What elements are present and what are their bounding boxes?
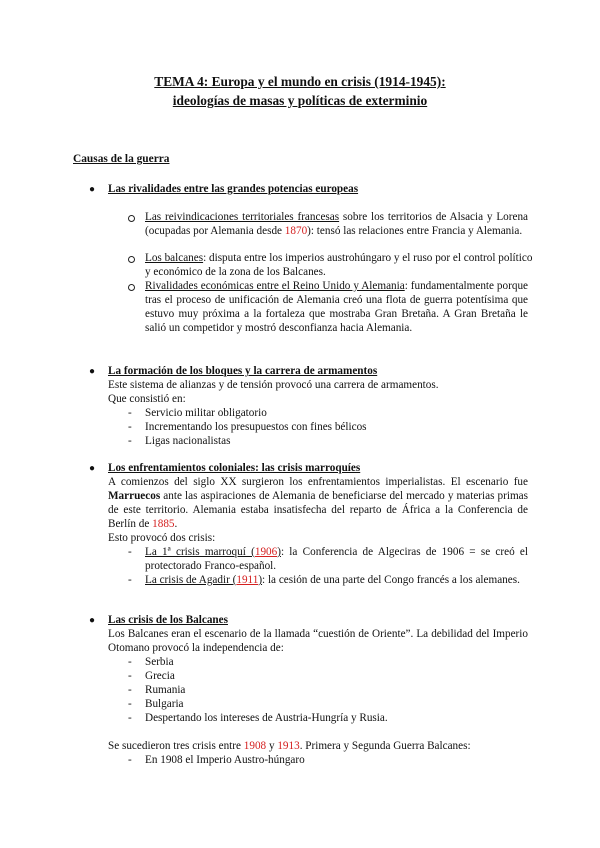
- list-item: Servicio militar obligatorio: [145, 407, 267, 419]
- year-highlight: 1911: [236, 574, 259, 586]
- dash-bullet: -: [128, 684, 132, 696]
- year-highlight: 1908: [243, 740, 267, 752]
- list-item-balcanes: Los balcanes: disputa entre los imperios austrohúngaro y el ruso por el control político y económico de la zona de los Balcanes.: [145, 252, 533, 278]
- list-item-francesas: Las reivindicaciones territoriales francesas sobre los territorios de Alsacia y Lorena (ocupadas por Alemania desde 1870): tensó las relaciones entre Francia y Alemania.: [145, 211, 529, 237]
- circle-bullet-icon: [128, 256, 135, 263]
- paragraph-line: Esto provocó dos crisis:: [108, 532, 216, 544]
- year-highlight: 1870: [284, 225, 308, 237]
- circle-bullet-icon: [128, 284, 135, 291]
- dash-bullet: -: [128, 574, 132, 586]
- list-item-rivalidades-economicas: Rivalidades económicas entre el Reino Unido y Alemania: fundamentalmente porque tras el proceso de unificación de Alemania creó una flota de guerra potentísima que estuvo muy próxima a la fortaleza que mostraba Gran Bretaña. A Gran Bretaña le salió un competidor y mostró desconfianza hacia Alemania.: [145, 280, 528, 334]
- dash-bullet: -: [128, 698, 132, 710]
- paragraph-tres-crisis: Se sucedieron tres crisis entre 1908 y 1913. Primera y Segunda Guerra Balcanes:: [108, 740, 471, 752]
- subheading-bloques: La formación de los bloques y la carrera de armamentos: [108, 365, 378, 377]
- dash-bullet: -: [128, 421, 132, 433]
- list-item: Rumania: [145, 684, 186, 696]
- paragraph-line: Este sistema de alianzas y de tensión provocó una carrera de armamentos.: [108, 379, 439, 391]
- dash-bullet: -: [128, 656, 132, 668]
- dash-bullet: -: [128, 546, 132, 558]
- dash-bullet: -: [128, 435, 132, 447]
- dash-bullet: -: [128, 407, 132, 419]
- dash-bullet: -: [128, 712, 132, 724]
- subheading-balcanes: Las crisis de los Balcanes: [108, 614, 228, 626]
- list-item: Ligas nacionalistas: [145, 435, 231, 447]
- bullet-icon: ●: [89, 184, 96, 195]
- page-title-line-2: ideologías de masas y políticas de exterminio: [172, 93, 428, 108]
- bullet-icon: ●: [89, 615, 96, 626]
- bullet-icon: ●: [89, 366, 96, 377]
- list-item: Bulgaria: [145, 698, 184, 710]
- list-item: Incrementando los presupuestos con fines bélicos: [145, 421, 367, 433]
- subheading-coloniales: Los enfrentamientos coloniales: las crisis marroquíes: [108, 462, 361, 474]
- list-item: Serbia: [145, 656, 174, 668]
- dash-bullet: -: [128, 754, 132, 766]
- page-title-line-1: TEMA 4: Europa y el mundo en crisis (1914-1945):: [154, 74, 446, 89]
- section-heading: Causas de la guerra: [73, 153, 170, 165]
- year-highlight: 1906: [254, 546, 278, 558]
- paragraph-balcanes: Los Balcanes eran el escenario de la llamada “cuestión de Oriente”. La debilidad del Imperio Otomano provocó la independencia de:: [108, 628, 528, 654]
- list-item-crisis-2: La crisis de Agadir (1911): la cesión de una parte del Congo francés a los alemanes.: [145, 574, 520, 586]
- list-item: En 1908 el Imperio Austro-húngaro: [145, 754, 305, 766]
- list-item: Despertando los intereses de Austria-Hungría y Rusia.: [145, 712, 388, 724]
- list-item-crisis-1: La 1ª crisis marroquí (1906): la Conferencia de Algeciras de 1906 = se creó el protectorado Franco-español.: [145, 546, 529, 572]
- paragraph-coloniales: A comienzos del siglo XX surgieron los enfrentamientos imperialistas. El escenario fue Marruecos ante las aspiraciones de Alemania de beneficiarse del mercado y materias primas de este territorio. Alemania estaba insatisfecha del reparto de África a la Conferencia de Berlín de 1885.: [108, 476, 528, 530]
- subheading-rivalidades: Las rivalidades entre las grandes potencias europeas: [108, 183, 359, 195]
- year-highlight: 1913: [277, 740, 300, 752]
- dash-bullet: -: [128, 670, 132, 682]
- list-item: Grecia: [145, 670, 175, 682]
- paragraph-line: Que consistió en:: [108, 393, 186, 405]
- bullet-icon: ●: [89, 463, 96, 474]
- circle-bullet-icon: [128, 215, 135, 222]
- year-highlight: 1885: [152, 518, 175, 530]
